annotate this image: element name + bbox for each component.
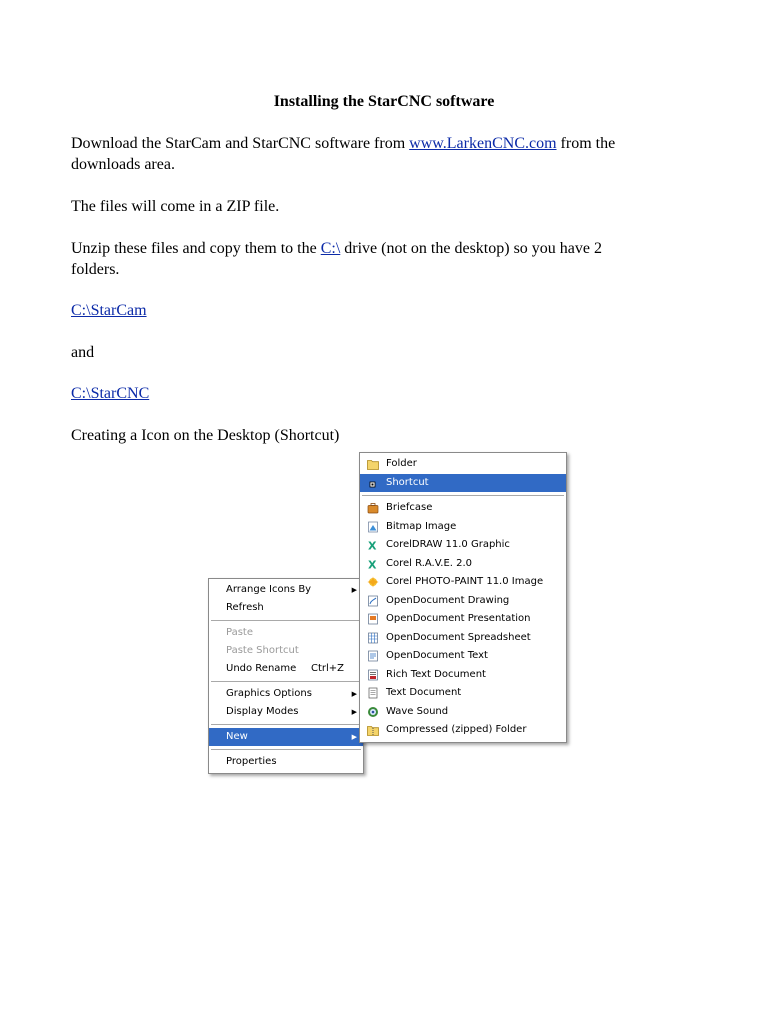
- menu-item-paste: [209, 624, 363, 642]
- submenu-arrow-icon: ▶: [351, 690, 357, 698]
- page-title: Installing the StarCNC software: [273, 93, 495, 110]
- rich-text-icon: [367, 669, 379, 681]
- briefcase-icon: [367, 502, 379, 514]
- menu-item-label: Shortcut: [386, 476, 429, 488]
- menu-item-label: Wave Sound: [386, 705, 449, 717]
- menu-item-label: Undo Rename: [226, 663, 297, 674]
- menu-item-new-type[interactable]: [360, 518, 566, 537]
- paragraph-unzip: [71, 238, 602, 280]
- svg-text:X: X: [368, 558, 377, 570]
- menu-item-label: Refresh: [226, 602, 264, 613]
- menu-item-label: Properties: [226, 756, 277, 767]
- menu-item-new-type[interactable]: [360, 703, 566, 722]
- new-submenu: [359, 452, 567, 743]
- menu-item-label: CorelDRAW 11.0 Graphic: [386, 539, 510, 550]
- menu-item-label: Text Document: [386, 687, 462, 698]
- menu-item-new-type[interactable]: [360, 647, 566, 666]
- menu-item-new-type[interactable]: [360, 721, 566, 740]
- menu-item-label: OpenDocument Presentation: [386, 613, 531, 624]
- menu-item-folder[interactable]: [360, 455, 566, 474]
- paragraph-text: downloads area.: [71, 156, 175, 173]
- menu-item-label: OpenDocument Drawing: [386, 594, 510, 606]
- larkencnc-link[interactable]: www.LarkenCNC.com: [409, 135, 557, 152]
- submenu-arrow-icon: ▶: [351, 586, 357, 594]
- menu-item-label: Corel R.A.V.E. 2.0: [386, 557, 473, 569]
- menu-item-new-type[interactable]: [360, 629, 566, 648]
- text-document-icon: [367, 687, 379, 699]
- submenu-arrow-icon: ▶: [351, 733, 357, 741]
- wave-sound-icon: [367, 706, 379, 718]
- menu-item-label: OpenDocument Spreadsheet: [386, 631, 531, 643]
- menu-item-new-type[interactable]: [360, 536, 566, 555]
- menu-item-label: Bitmap Image: [386, 520, 457, 532]
- starcam-link[interactable]: C:\StarCam: [71, 302, 147, 319]
- svg-text:X: X: [368, 539, 377, 551]
- menu-item-label: Folder: [386, 458, 417, 469]
- menu-item-label: New: [226, 731, 248, 742]
- and-text: and: [71, 344, 95, 361]
- menu-item-label: OpenDocument Text: [386, 650, 488, 661]
- menu-separator: [211, 620, 361, 621]
- menu-separator: [211, 681, 361, 682]
- menu-separator: [211, 749, 361, 750]
- od-spreadsheet-icon: [367, 632, 379, 644]
- corel-rave-icon: [367, 558, 379, 570]
- od-text-icon: [367, 650, 379, 662]
- paragraph-text: drive (not on the desktop) so you have 2: [340, 240, 603, 257]
- photo-paint-icon: [367, 576, 379, 588]
- bitmap-icon: [367, 521, 379, 533]
- menu-item-properties[interactable]: [209, 753, 363, 771]
- menu-item-paste-shortcut: [209, 642, 363, 660]
- menu-item-refresh[interactable]: [209, 599, 363, 617]
- folder-icon: [367, 458, 379, 470]
- menu-item-arrange-icons[interactable]: [209, 581, 363, 599]
- new-item-list: [360, 499, 566, 740]
- paragraph-text: Download the StarCam and StarCNC software from: [71, 135, 410, 152]
- menu-item-shortcut[interactable]: [360, 474, 566, 493]
- paragraph-download: [71, 133, 615, 175]
- menu-item-new-type[interactable]: [360, 592, 566, 611]
- paragraph-zip: The files will come in a ZIP file.: [71, 198, 280, 215]
- zip-folder-icon: [367, 724, 379, 736]
- menu-separator: [362, 495, 564, 496]
- menu-item-label: Paste Shortcut: [226, 645, 299, 656]
- menu-item-new-type[interactable]: [360, 573, 566, 592]
- menu-item-new[interactable]: [209, 728, 363, 746]
- menu-item-label: Corel PHOTO-PAINT 11.0 Image: [386, 576, 544, 587]
- coreldraw-icon: [367, 539, 379, 551]
- menu-item-label: Arrange Icons By: [226, 584, 312, 595]
- menu-item-new-type[interactable]: [360, 499, 566, 518]
- menu-item-new-type[interactable]: [360, 610, 566, 629]
- folder-starcnc: [71, 383, 149, 404]
- menu-separator: [211, 724, 361, 725]
- menu-item-label: Paste: [226, 627, 253, 638]
- submenu-arrow-icon: ▶: [351, 708, 357, 716]
- od-presentation-icon: [367, 613, 379, 625]
- c-drive-link[interactable]: C:\: [320, 240, 341, 257]
- menu-item-new-type[interactable]: [360, 684, 566, 703]
- keyboard-shortcut: Ctrl+Z: [311, 663, 345, 674]
- starcnc-link[interactable]: C:\StarCNC: [71, 385, 150, 402]
- menu-item-label: Graphics Options: [226, 688, 312, 699]
- menu-item-new-type[interactable]: [360, 555, 566, 574]
- desktop-context-menu: [208, 578, 364, 774]
- od-drawing-icon: [367, 595, 379, 607]
- paragraph-text: Unzip these files and copy them to the: [71, 240, 321, 257]
- subheading: Creating a Icon on the Desktop (Shortcut): [71, 427, 340, 444]
- menu-item-graphics-options[interactable]: [209, 685, 363, 703]
- paragraph-text: from the: [556, 135, 616, 152]
- menu-item-label: Compressed (zipped) Folder: [386, 724, 527, 735]
- menu-item-label: Briefcase: [386, 502, 433, 513]
- menu-item-display-modes[interactable]: [209, 703, 363, 721]
- folder-starcam: [71, 300, 147, 321]
- paragraph-text: folders.: [71, 261, 120, 278]
- shortcut-icon: [367, 477, 379, 489]
- menu-item-undo-rename[interactable]: [209, 660, 363, 678]
- menu-item-label: Display Modes: [226, 706, 299, 717]
- menu-item-label: Rich Text Document: [386, 668, 486, 680]
- menu-item-new-type[interactable]: [360, 666, 566, 685]
